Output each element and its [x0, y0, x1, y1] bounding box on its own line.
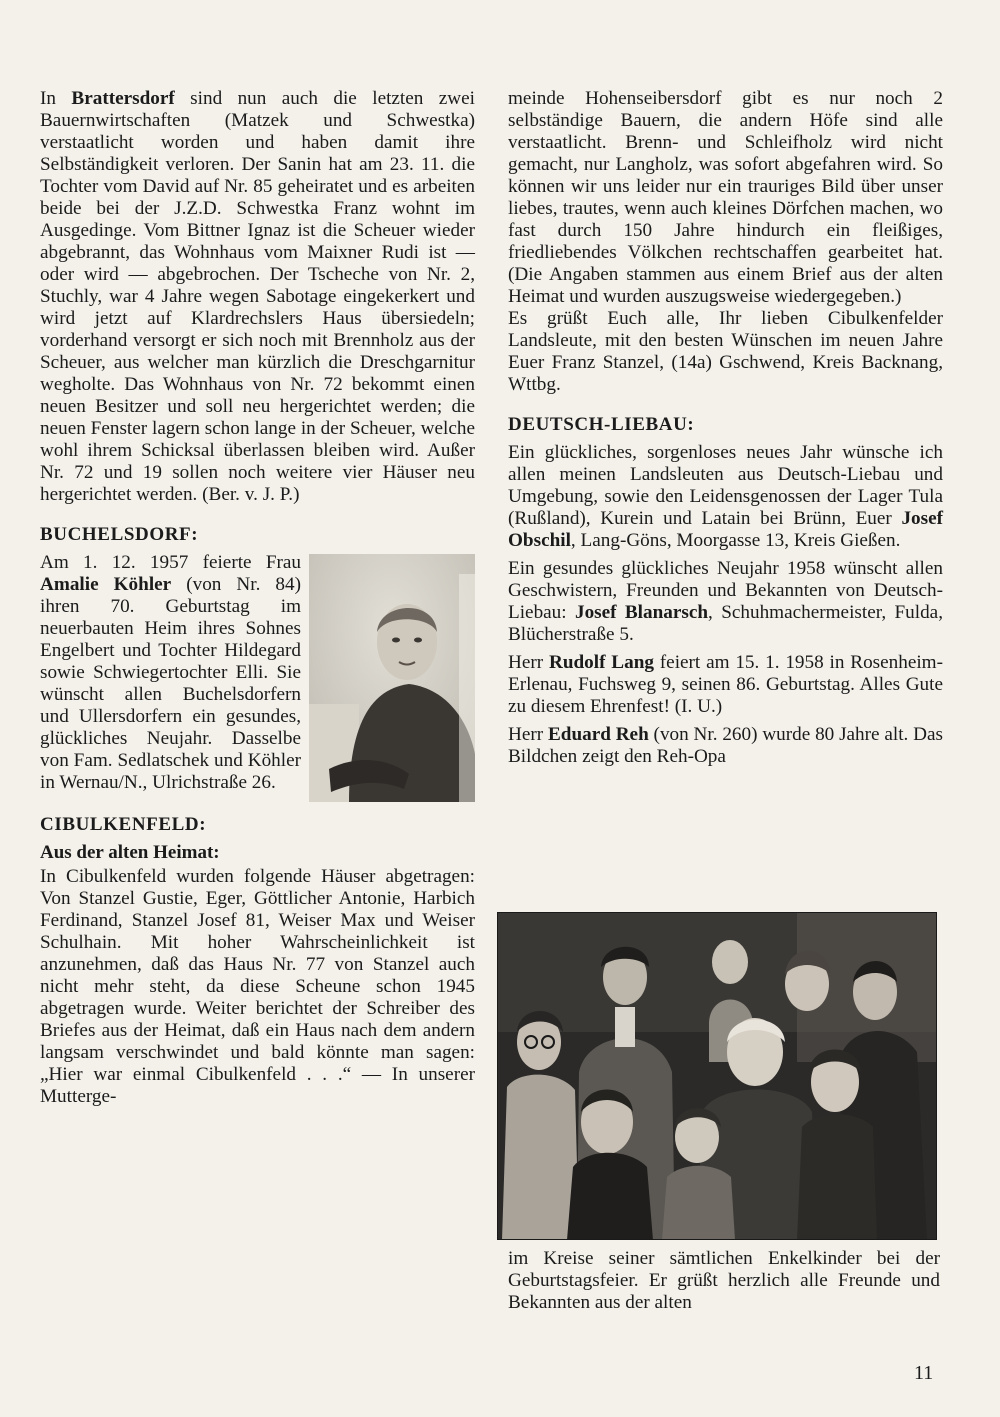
buchelsdorf-article [40, 552, 475, 794]
brattersdorf-text: sind nun auch die letzten zwei Bauernwirtschaften (Matzek und Schwestka) verstaatlicht worden und haben damit ihre Selbständigkeit verloren. Der Sanin hat am 23. 11. die Tochter vom David auf Nr. 85 geheiratet und es arbeiten beide bei der J.Z.D. Schwestka Franz wohnt im Ausgedinge. Vom Bittner Ignaz ist die Scheuer wieder abgebrannt, das Wohnhaus vom Maixner Rudi ist — oder wird — abgebrochen. Der Tscheche von Nr. 2, Stuchly, war 4 Jahre wegen Sabotage eingekerkert und wird jetzt auf Klardrechslers Haus übersiedeln; vorderhand versorgt er sich noch mit Brennholz aus der Scheuer, aus welcher man kürzlich die Dreschgarnitur wegholte. Das Wohnhaus von Nr. 72 bekommt einen neuen Besitzer und soll neu hergerichtet werden; die neuen Fenster lagern schon lange in der Scheuer, welche wohl ihrem Schicksal überlassen bleiben wird. Außer Nr. 72 und 19 sollen noch weitere vier Häuser neu hergerichtet werden. (Ber. v. J. P.) [40, 88, 475, 505]
obschil-name: Josef Obschil [508, 508, 943, 551]
group-photo-reh-family [497, 912, 937, 1240]
brattersdorf-name: Brattersdorf [71, 88, 175, 109]
obschil-paragraph [508, 442, 943, 552]
cibulkenfeld-greeting: Es grüßt Euch alle, Ihr lieben Cibulkenfelder Landsleute, mit den besten Wünschen im neuen Jahre Euer Franz Stanzel, (14a) Gschwend, Kreis Backnang, Wttbg. [508, 308, 943, 395]
blanarsch-name: Josef Blanarsch [574, 602, 709, 623]
eduard-reh-name: Eduard Reh [547, 724, 649, 745]
lang-text-b: feiert am 15. 1. 1958 in Rosenheim-Erlenau, Fuchsweg 9, seinen 86. Geburtstag. Alles Gute zu diesem Ehrenfest! (I. U.) [508, 652, 943, 717]
amalie-koehler-name: Amalie Köhler [40, 574, 172, 595]
group-photo-graphic [497, 912, 937, 1240]
lang-text-a: Herr [508, 652, 549, 673]
rudolf-lang-name: Rudolf Lang [548, 652, 654, 673]
cibulkenfeld-subheading: Aus der alten Heimat: [40, 842, 220, 863]
right-column [508, 88, 943, 768]
reh-continued-text: im Kreise seiner sämtlichen Enkelkinder bei der Geburtstagsfeier. Er grüßt herzlich alle Freunde und Bekannten aus der alten [508, 1248, 940, 1313]
obschil-text-a: Ein glückliches, sorgenloses neues Jahr wünsche ich allen meinen Landsleuten aus Deutsch-Liebau und Umgebung, sowie den Leidensgenossen der Lager Tula (Rußland), Kurein und Latain bei Brünn, Euer [508, 442, 943, 529]
buchelsdorf-text-b: (von Nr. 84) ihren 70. Geburtstag im neuerbauten Heim ihres Sohnes Engelbert und Tochter Hildegard sowie Schwiegertochter Elli. Sie wünscht allen Buchelsdorfern und Ullersdorfern ein gesundes, glückliches Neujahr. Dasselbe von Fam. Sedlatschek und Köhler in Wernau/N., Ulrichstraße 26. [40, 574, 302, 793]
reh-text-b: (von Nr. 260) wurde 80 Jahre alt. Das Bildchen zeigt den Reh-Opa [508, 724, 943, 767]
cibulkenfeld-text: In Cibulkenfeld wurden folgende Häuser abgetragen: Von Stanzel Gustie, Eger, Göttlicher Antonie, Harbich Ferdinand, Stanzel Josef 81, Weiser Max und Weiser Schulhain. Mit hoher Wahrscheinlichkeit ist anzunehmen, daß das Haus Nr. 77 von Stanzel auch nicht mehr steht, da diese Scheune schon 1945 abgetragen wurde. Weiter berichtet der Schreiber des Briefes aus der Heimat, daß ein Haus nach dem andern langsam verschwindet und bald könnte man sagen: „Hier war einmal Cibulkenfeld . . .“ — In unserer Mutterge- [40, 866, 475, 1107]
page-number: 11 [914, 1362, 934, 1384]
intro-prefix: In [40, 88, 72, 109]
portrait-photo-amalie-koehler [309, 554, 475, 802]
reh-paragraph [508, 724, 943, 768]
buchelsdorf-heading: BUCHELSDORF: [40, 524, 199, 545]
left-column [40, 88, 475, 1108]
reh-paragraph-continued [508, 1248, 940, 1314]
cibulkenfeld-continued: meinde Hohenseibersdorf gibt es nur noch 2 selbständige Bauern, die andern Höfe sind alle verstaatlicht. Brenn- und Schleifholz wird nicht gemacht, nur Langholz, was sofort abgefahren wird. So können wir uns leider nur ein trauriges Bild über unser liebes, trautes, wenn auch kleines Dörfchen machen, wo fast durch 150 Jahre hindurch ein fleißiges, friedliebendes Völkchen rechtschaffen gearbeitet hat. (Die Angaben stammen aus einem Brief aus der alten Heimat und wurden auszugsweise wiedergegeben.) [508, 88, 943, 307]
cibulkenfeld-heading: CIBULKENFELD: [40, 814, 207, 835]
blanarsch-text-a: Ein gesundes glückliches Neujahr 1958 wünscht allen Geschwistern, Freunden und Bekannten von Deutsch-Liebau: [508, 558, 943, 623]
portrait-photo-graphic [309, 554, 475, 802]
obschil-text-b: , Lang-Göns, Moorgasse 13, Kreis Gießen. [570, 530, 901, 551]
reh-text-a: Herr [508, 724, 548, 745]
brattersdorf-paragraph [40, 88, 475, 506]
lang-paragraph [508, 652, 943, 718]
blanarsch-paragraph [508, 558, 943, 646]
deutsch-liebau-heading: DEUTSCH-LIEBAU: [508, 414, 695, 435]
blanarsch-text-b: , Schuhmachermeister, Fulda, Blücherstraße 5. [508, 602, 943, 645]
buchelsdorf-text-a: Am 1. 12. 1957 feierte Frau [40, 552, 301, 573]
